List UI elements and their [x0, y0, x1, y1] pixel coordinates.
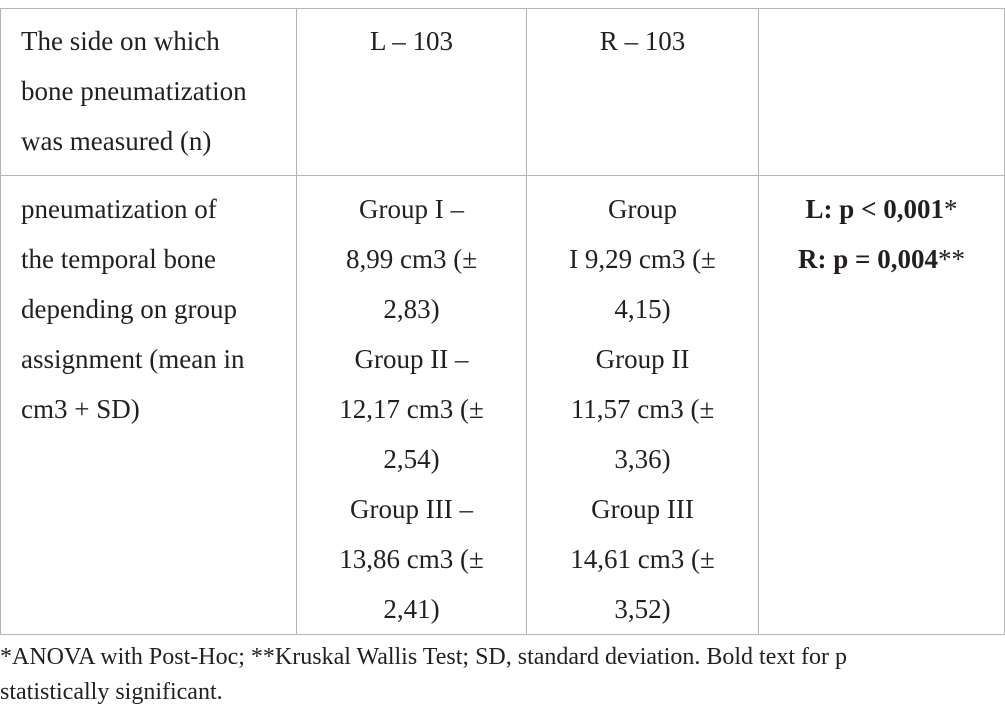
right-side-count: R – 103: [599, 26, 686, 56]
cell-line: 13,86 cm3 (±: [339, 544, 484, 574]
cell-line: pneumatization of: [21, 194, 217, 224]
cell-line: 2,41): [383, 594, 440, 624]
left-side-groups-cell: [297, 176, 527, 635]
cell-line: assignment (mean in: [21, 344, 245, 374]
cell-line: depending on group: [21, 294, 237, 324]
p-value-right: [767, 234, 996, 284]
cell-line: bone pneumatization: [21, 76, 247, 106]
cell-line: Group III: [591, 494, 694, 524]
table-data-row: [1, 176, 1005, 635]
cell-line: cm3 + SD): [21, 394, 140, 424]
left-side-count-cell: [297, 9, 527, 176]
cell-line: Group II –: [354, 344, 469, 374]
cell-line: The side on which: [21, 26, 220, 56]
cell-line: I 9,29 cm3 (±: [569, 244, 716, 274]
left-side-count: L – 103: [370, 26, 453, 56]
cell-line: was measured (n): [21, 126, 212, 156]
p-value-right-text: R: p = 0,004: [798, 244, 938, 274]
pneumatization-label-cell: [1, 176, 297, 635]
p-value-left: [767, 184, 996, 234]
results-table: [0, 8, 1005, 635]
right-side-groups-cell: [527, 176, 759, 635]
right-side-count-cell: [527, 9, 759, 176]
cell-line: Group II: [595, 344, 690, 374]
footnote-line-1: *ANOVA with Post-Hoc; **Kruskal Wallis Test; SD, standard deviation. Bold text for p: [0, 644, 848, 670]
p-values-cell: [759, 176, 1005, 635]
p-value-left-marker: *: [943, 194, 958, 224]
p-value-right-marker: **: [937, 244, 965, 274]
results-table-container: [0, 8, 1004, 632]
cell-line: Group III –: [350, 494, 473, 524]
table-footnote: [0, 640, 1000, 710]
cell-line: Group I –: [359, 194, 464, 224]
cell-line: 4,15): [614, 294, 671, 324]
cell-line: the temporal bone: [21, 244, 216, 274]
cell-line: 12,17 cm3 (±: [339, 394, 484, 424]
measured-side-label-cell: [1, 9, 297, 176]
cell-line: 3,52): [614, 594, 671, 624]
cell-line: 3,36): [614, 444, 671, 474]
empty-header-cell: [759, 9, 1005, 176]
cell-line: 11,57 cm3 (±: [570, 394, 715, 424]
cell-line: 2,83): [383, 294, 440, 324]
cell-line: 2,54): [383, 444, 440, 474]
cell-line: 14,61 cm3 (±: [570, 544, 715, 574]
cell-line: 8,99 cm3 (±: [345, 244, 478, 274]
footnote-line-2: statistically significant.: [0, 679, 223, 705]
cell-line: Group: [608, 194, 677, 224]
table-header-row: [1, 9, 1005, 176]
p-value-left-text: L: p < 0,001: [805, 194, 944, 224]
